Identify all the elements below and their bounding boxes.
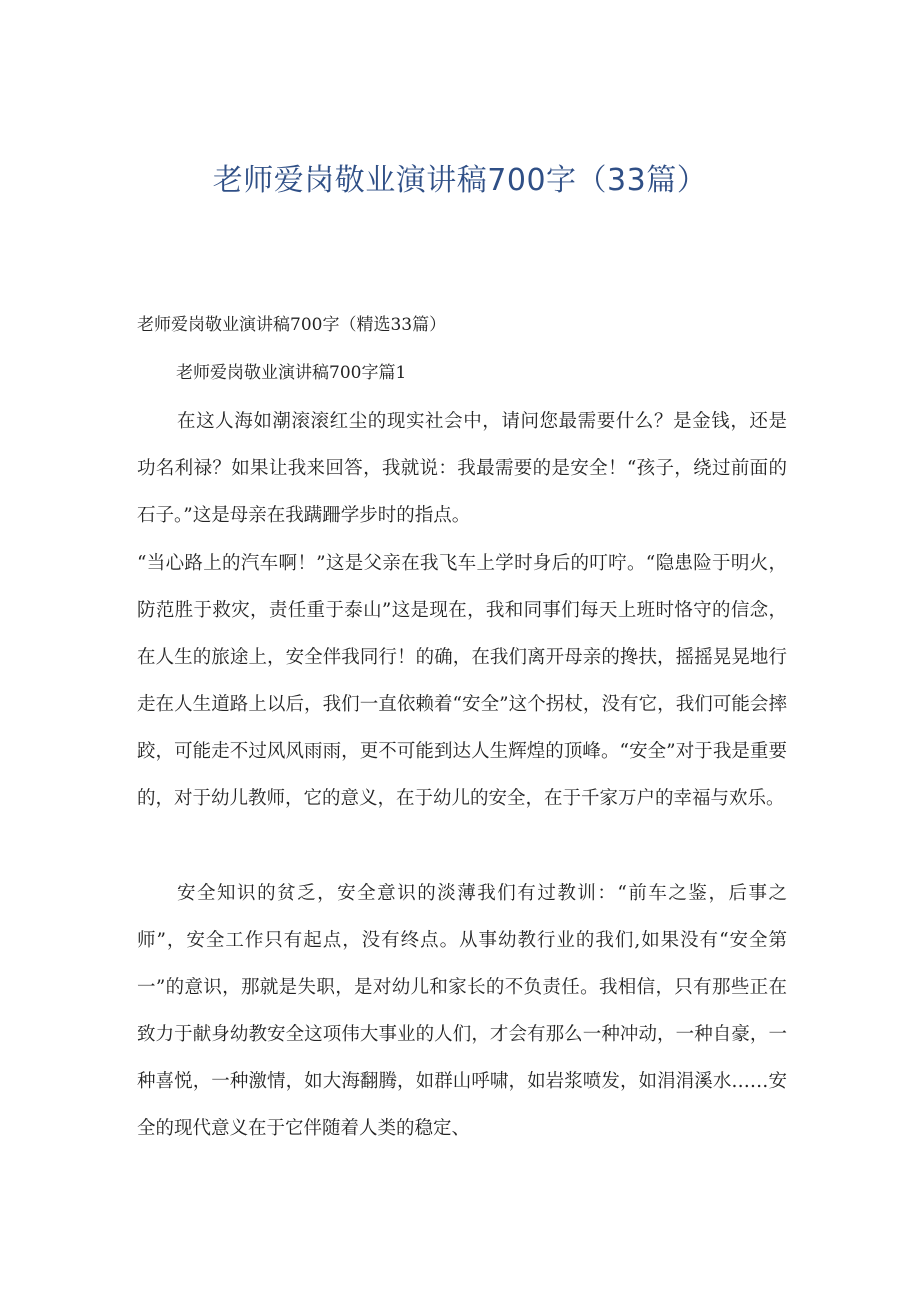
- paragraph-1: 在这人海如潮滚滚红尘的现实社会中，请问您最需要什么？是金钱，还是功名利禄？如果让我来回答，我就说：我最需要的是安全！“孩子，绕过前面的石子。”这是母亲在我蹒跚学步时的指点。: [137, 411, 787, 526]
- document-subtitle: 老师爱岗敬业演讲稿700字（精选33篇）: [137, 315, 447, 335]
- paragraph-2: “当心路上的汽车啊！”这是父亲在我飞车上学时身后的叮咛。“隐患险于明火，防范胜于救灾，责任重于泰山”这是现在，我和同事们每天上班时恪守的信念，在人生的旅途上，安全伴我同行！的确，在我们离开母亲的搀扶，摇摇晃晃地行走在人生道路上以后，我们一直依赖着“安全”这个拐杖，没有它，我们可能会摔跤，可能走不过风风雨雨，更不可能到达人生辉煌的顶峰。“安全”对于我是重要的，对于幼儿教师，它的意义，在于幼儿的安全，在于千家万户的幸福与欢乐。: [137, 553, 787, 809]
- section-heading: 老师爱岗敬业演讲稿700字篇1: [176, 363, 407, 383]
- document-title: 老师爱岗敬业演讲稿700字（33篇）: [212, 163, 708, 198]
- paragraph-3: 安全知识的贫乏，安全意识的淡薄我们有过教训：“前车之鉴，后事之师”，安全工作只有起点，没有终点。从事幼教行业的我们,如果没有“安全第一”的意识，那就是失职，是对幼儿和家长的不负责任。我相信，只有那些正在致力于献身幼教安全这项伟大事业的人们，才会有那么一种冲动，一种自豪，一种喜悦，一种激情，如大海翻腾，如群山呼啸，如岩浆喷发，如涓涓溪水……安全的现代意义在于它伴随着人类的稳定、: [137, 883, 787, 1139]
